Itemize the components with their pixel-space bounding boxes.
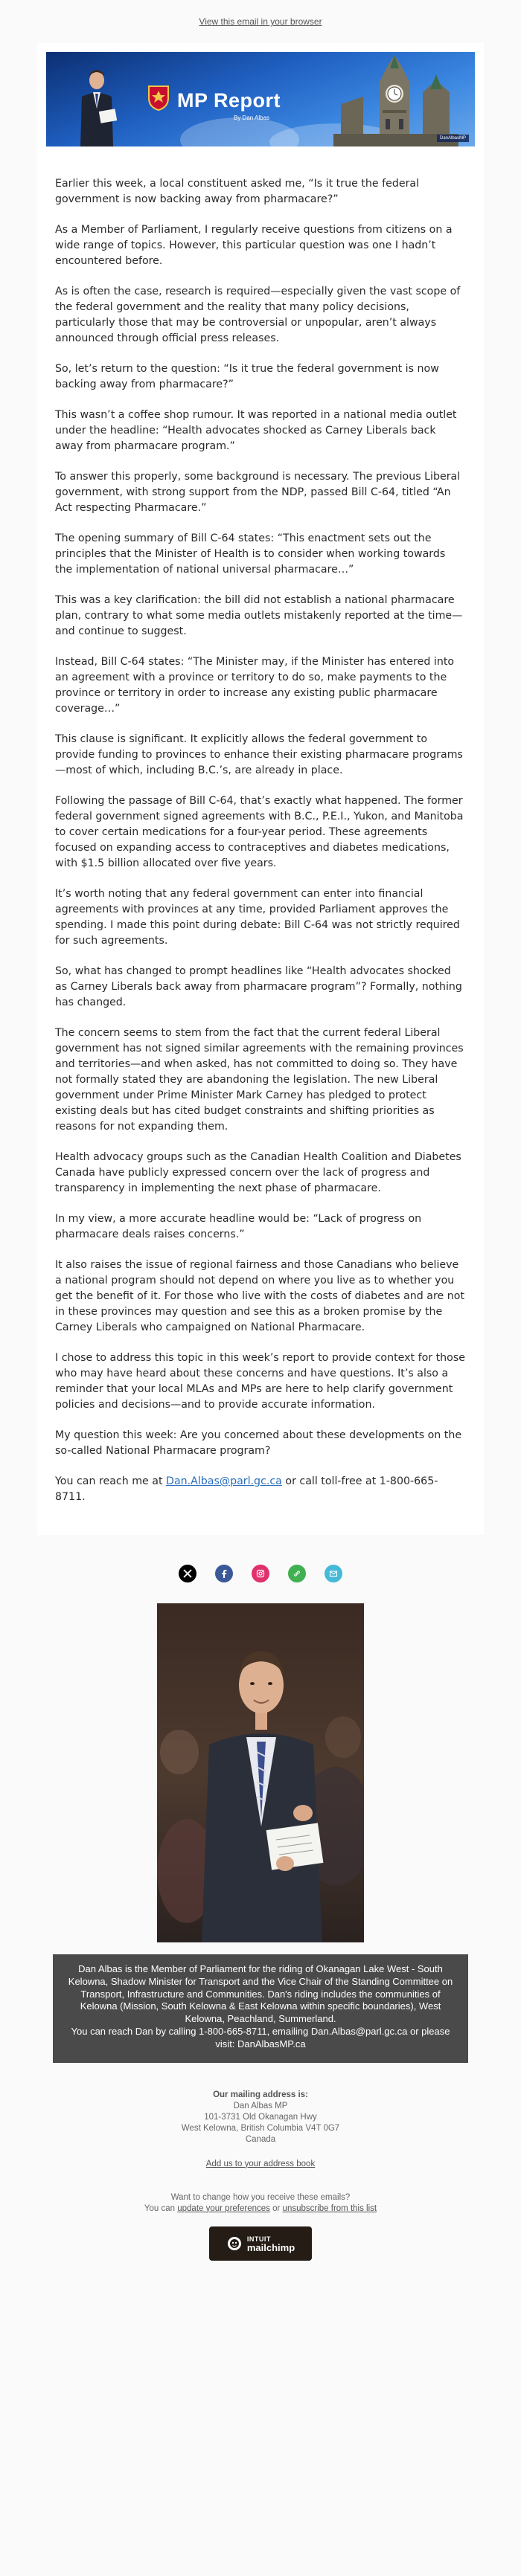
- parliament-crest-icon: [144, 82, 173, 112]
- mailchimp-wordmark: [247, 2235, 295, 2253]
- address-line: Canada: [245, 2134, 276, 2144]
- peace-tower-icon: [333, 52, 458, 146]
- footer-section: [0, 1535, 521, 2261]
- mailing-heading: Our mailing address is:: [213, 2090, 308, 2099]
- article-paragraph: This wasn’t a coffee shop rumour. It was reported in a national media outlet under the headline: “Health advocates shocked as Carney Liberals back away from pharmacare program.”: [55, 409, 457, 452]
- article-paragraph: This was a key clarification: the bill did not establish a national pharmacare plan, contrary to what some media outlets mistakenly reported at the time—and continue to suggest.: [55, 594, 463, 637]
- article-paragraph: The concern seems to stem from the fact that the current federal Liberal government has not signed similar agreements with the remaining provinces and territories—and when asked, has not committed to doing so. They have not formally stated they are abandoning the legislation. The new Liberal government under Prime Minister Mark Carney has pledged to protect existing deals but has cited budget constraints and shifting priorities as reasons for not expanding them.: [55, 1027, 464, 1133]
- bio-text: Dan Albas is the Member of Parliament for the riding of Okanagan Lake West - South Kelowna, Shadow Minister for Transport and the Vice Chair of the Standing Committee on Transport, Infrastructure and Communities. Dan's riding includes the communities of Kelowna (Mission, South Kelowna & East Kelowna within specific boundaries), West Kelowna, Peachland, Summerland.: [68, 1963, 453, 2025]
- mailchimp-logo-icon: [226, 2235, 243, 2252]
- banner-byline: By Dan Albas: [234, 115, 270, 121]
- instagram-icon[interactable]: [252, 1565, 269, 1582]
- article-paragraph: My question this week: Are you concerned about these developments on the so-called National Pharmacare program?: [55, 1429, 462, 1457]
- dan-albas-photo: [157, 1603, 364, 1942]
- or-text: or: [269, 2203, 283, 2213]
- bio-box: [53, 1954, 468, 2063]
- contact-email-link[interactable]: Dan.Albas@parl.gc.ca: [166, 1475, 282, 1487]
- x-icon[interactable]: [179, 1565, 196, 1582]
- article-paragraph: To answer this properly, some background is necessary. The previous Liberal government, with strong support from the NDP, passed Bill C-64, titled “An Act respecting Pharmacare.”: [55, 471, 461, 514]
- article-paragraph: Instead, Bill C-64 states: “The Minister may, if the Minister has entered into an agreement with a province or territory to do so, make payments to the province or territory in order to increase any existing public pharmacare coverage…”: [55, 656, 455, 715]
- address-line: West Kelowna, British Columbia V4T 0G7: [181, 2123, 340, 2133]
- facebook-icon[interactable]: [215, 1565, 233, 1582]
- article-body: [46, 146, 475, 1505]
- mailing-footer: [0, 2063, 521, 2215]
- website-link-icon[interactable]: [288, 1565, 306, 1582]
- article-paragraph: Following the passage of Bill C-64, that’s exactly what happened. The former federal government signed agreements with B.C., P.E.I., Yukon, and Manitoba to cover certain medications for a four-year period. These agreements focused on expanding access to contraceptives and diabetes medications, with $1.5 billion allocated over five years.: [55, 795, 464, 869]
- unsubscribe-link[interactable]: unsubscribe from this list: [282, 2203, 377, 2213]
- article-paragraph: This clause is significant. It explicitly allows the federal government to provide funding to provinces to enhance their existing pharmacare programs—most of which, including B.C.’s, are already in place.: [55, 733, 463, 776]
- banner-badge: DanAlbasMP: [437, 135, 469, 142]
- update-preferences-link[interactable]: update your preferences: [177, 2203, 270, 2213]
- article-paragraph: As a Member of Parliament, I regularly receive questions from citizens on a wide range of topics. However, this particular question was one I hadn’t encountered before.: [55, 224, 453, 267]
- article-paragraph: The opening summary of Bill C-64 states: “This enactment sets out the principles that the Minister of Health is to consider when working towards the implementation of national universal pharmacare…”: [55, 532, 446, 576]
- view-in-browser-link[interactable]: View this email in your browser: [199, 16, 322, 27]
- bio-reach-line: You can reach Dan by calling 1-800-665-8711, emailing Dan.Albas@parl.gc.ca or please visit: DanAlbasMP.ca: [71, 2025, 450, 2049]
- dan-albas-portrait-icon: [74, 64, 119, 146]
- article-paragraph: Earlier this week, a local constituent asked me, “Is it true the federal government is now backing away from pharmacare?”: [55, 178, 420, 205]
- add-to-address-book-link[interactable]: Add us to your address book: [205, 2159, 316, 2168]
- banner-title: MP Report: [177, 89, 281, 112]
- mailchimp-badge[interactable]: [209, 2226, 312, 2261]
- article-paragraph: In my view, a more accurate headline would be: “Lack of progress on pharmacare deals raises concerns.”: [55, 1213, 422, 1240]
- email-card: [37, 43, 484, 1535]
- mailchimp-line2: mailchimp: [246, 2241, 295, 2253]
- address-line: 101-3731 Old Okanagan Hwy: [204, 2112, 317, 2122]
- article-paragraph: I chose to address this topic in this week’s report to provide context for those who may have heard about these concerns and have questions. It’s also a reminder that your local MLAs and MPs are here to help clarify government policies and decisions—and to provide accurate information.: [55, 1352, 465, 1411]
- article-paragraph: As is often the case, research is required—especially given the vast scope of the federal government and the reality that many policy decisions, particularly those that may be controversial or unpopular, aren’t always announced through official press releases.: [55, 286, 461, 344]
- change-prompt: Want to change how you receive these emails?: [170, 2192, 351, 2202]
- you-can-text: You can: [144, 2203, 178, 2213]
- contact-paragraph: [55, 1474, 466, 1505]
- contact-prefix: You can reach me at: [55, 1475, 167, 1487]
- speaking-in-parliament-icon: [157, 1603, 364, 1942]
- article-paragraph: So, what has changed to prompt headlines like “Health advocates shocked as Carney Liberals back away from pharmacare program”? Formally, nothing has changed.: [55, 965, 462, 1008]
- preheader: [0, 0, 521, 43]
- article-paragraph: So, let’s return to the question: “Is it true the federal government is now backing away from pharmacare?”: [55, 363, 439, 390]
- article-paragraph: It’s worth noting that any federal government can enter into financial agreements with provinces at any time, provided Parliament approves the spending. I made this point during debate: Bill C-64 was not strictly required for such agreements.: [55, 888, 460, 947]
- preferences-line: [0, 2203, 521, 2215]
- header-banner: [46, 52, 475, 146]
- mailchimp-line1: INTUIT: [246, 2235, 271, 2243]
- address-line: Dan Albas MP: [233, 2101, 288, 2110]
- social-icons: [0, 1535, 521, 1603]
- article-paragraph: Health advocacy groups such as the Canadian Health Coalition and Diabetes Canada have publicly expressed concern over the lack of progress and transparency in implementing the next phase of pharmacare.: [55, 1151, 461, 1194]
- email-icon[interactable]: [325, 1565, 342, 1582]
- article-paragraph: It also raises the issue of regional fairness and those Canadians who believe a national program should not depend on where you live as to whether you get the benefit of it. For those who live with the costs of diabetes and are not in these provinces may question and see this as a broken promise by the Carney Liberals who campaigned on National Pharmacare.: [55, 1259, 465, 1333]
- contact-suffix: or call toll-free at 1-800-665-8711.: [55, 1475, 438, 1503]
